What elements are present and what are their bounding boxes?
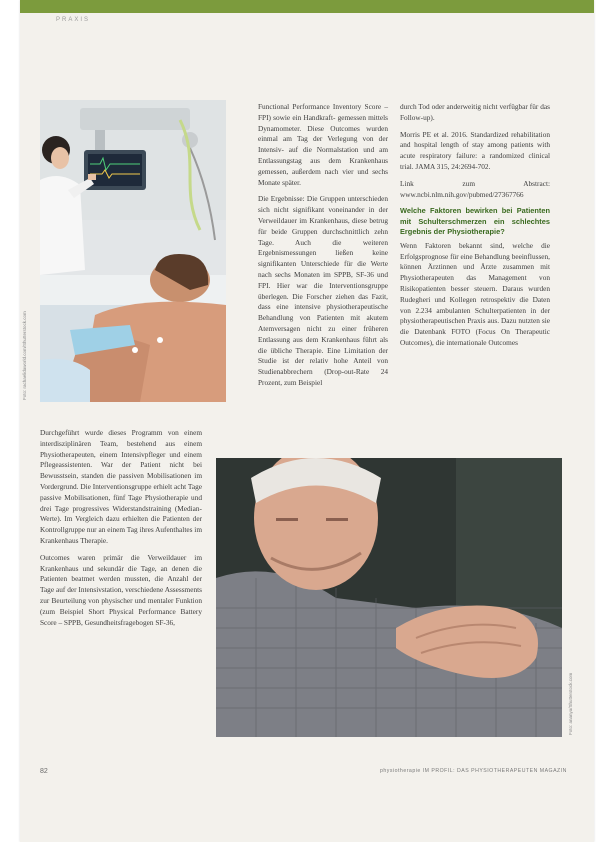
paragraph: Functional Performance Inventory Score – FPI) sowie ein Handkraft- gemessen mittels Dynamometer. Diese Outcomes wurden einmal am Tag der Verlegung von der Intensiv- auf die Normalstation und am Entlassungstag aus dem Krankenhaus gemessen, außerdem nach vier und sechs Monate später. xyxy=(258,102,388,187)
section-heading: Welche Faktoren bewirken bei Patienten mit Schulterschmerzen ein schlechtes Ergebnis der Physiotherapie? xyxy=(400,206,550,237)
reference: Morris PE et al. 2016. Standardized rehabilitation and hospital length of stay among patients with acute respiratory failure: a randomized clinical trial. JAMA 315, 24:2694-702. xyxy=(400,129,550,171)
article-column-right xyxy=(400,102,550,355)
page-number: 82 xyxy=(40,768,48,775)
top-color-bar xyxy=(20,0,594,13)
article-column-middle xyxy=(258,102,388,395)
footer-magazine-title: physiotherapie IM PROFIL: DAS PHYSIOTHERAPEUTEN MAGAZIN xyxy=(380,768,567,774)
paragraph: Outcomes waren primär die Verweildauer im Krankenhaus und sekundär die Tage, an denen die Patienten beatmet werden mussten, die Anzahl der Tage auf der Intensivstation, verschiedene Assessments zur Beurteilung von physischer und mentaler Funktion (zum Beispiel Short Physical Performance Battery Score – SPPB, Gesundheitsfragebogen SF-36, xyxy=(40,552,202,627)
section-label: PRAXIS xyxy=(56,17,91,23)
hospital-photo xyxy=(40,100,226,402)
paragraph: Durchgeführt wurde dieses Programm von einem interdisziplinären Team, bestehend aus einem Physiotherapeuten, einem Intensivpfleger und einem Pflegeassistenten. War der Patient nicht bei Bewusstsein, standen die passiven Mobilisationen im Vordergrund. Die Interventionsgruppe erhielt acht Tage passive Mobilisationen, fünf Tage Physiotherapie und drei Tage progressives Widerstandstraining (Median-Werte). Im Vergleich dazu erhielten die Patienten der Kontrollgruppe nur an einem Tag ihres Aufenthaltes im Krankenhaus Therapie. xyxy=(40,428,202,545)
shoulder-photo-credit: Foto: ananya/Shutterstock.com xyxy=(568,672,573,735)
article-column-left xyxy=(40,428,202,634)
hospital-photo-credit: Foto: rachaelidaworld.com/Shutterstock.com xyxy=(22,311,27,400)
shoulder-pain-photo xyxy=(216,458,562,737)
paragraph: Die Ergebnisse: Die Gruppen unterschieden sich nicht signifikant voneinander in der Verweildauer im Krankenhaus, diese betrug für beide Gruppen durchschnittlich zehn Tage. Auch die weiteren Ergebnismessungen ließen keine signifikanten Unterschiede für die Werte nach sechs Monaten im SPPB, SF-36 und FPI. Hier war die Interventionsgruppe überlegen. Die Forscher ziehen das Fazit, dass eine intensive physiotherapeutische Behandlung von Patienten mit akutem Atemversagen nicht zu einer früheren Entlassung aus dem Krankenhaus führt als die übliche Therapie. Eine Limitation der Studie ist der relativ hohe Anteil von Studienabbrechern (Drop-out-Rate 24 Prozent, zum Beispiel xyxy=(258,194,388,387)
abstract-link: Link zum Abstract: www.ncbi.nlm.nih.gov/pubmed/27367766 xyxy=(400,178,550,199)
paragraph: Wenn Faktoren bekannt sind, welche die Erfolgsprognose für eine Behandlung beeinflussen, können Ärztinnen und Ärzte zusammen mit Physiotherapeuten das Management von Risikopatienten besser steuern. Daraus wurden Rudegheri und Kollegen retrospektiv die Daten von 2.234 ambulanten Schulterpatienten in der physiotherapeutischen Praxis aus. Dazu nutzten sie die Datenbank FOTO (Focus On Therapeutic Outcomes), die internationale Outcomes xyxy=(400,240,550,348)
paragraph: durch Tod oder anderweitig nicht verfügbar für das Follow-up). xyxy=(400,102,550,122)
